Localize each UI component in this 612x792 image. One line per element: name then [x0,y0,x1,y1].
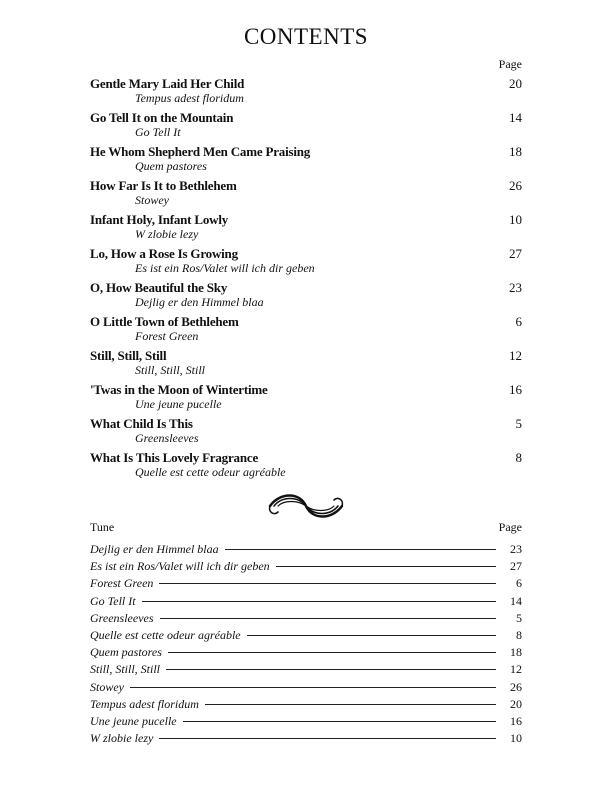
entry-page: 12 [509,348,522,363]
leader-line [276,566,496,567]
tune-index-row[interactable] [90,542,522,559]
entry-title: What Is This Lovely Fragrance [90,450,259,465]
contents-entry[interactable] [90,212,522,246]
tune-name: Stowey [90,679,124,694]
contents-entry[interactable] [90,314,522,348]
tune-index-row[interactable] [90,697,522,714]
entry-tune: Forest Green [135,329,199,343]
tune-index-list [90,542,522,748]
entry-title: Still, Still, Still [90,348,167,363]
entry-tune: Go Tell It [135,125,181,139]
tune-index-row[interactable] [90,594,522,611]
tune-page: 6 [516,576,522,591]
entry-title: How Far Is It to Bethlehem [90,178,237,193]
contents-entry[interactable] [90,348,522,382]
page-title: CONTENTS [243,24,369,49]
tune-index-row[interactable] [90,576,522,593]
tune-name: Dejlig er den Himmel blaa [90,542,219,556]
leader-line [247,635,496,636]
tune-name: Une jeune pucelle [90,713,177,728]
leader-line [166,669,496,670]
tune-name: Quem pastores [90,645,162,660]
tune-index-row[interactable] [90,611,522,628]
tune-index-row[interactable] [90,680,522,697]
tune-index-row[interactable] [90,559,522,576]
entry-title: He Whom Shepherd Men Came Praising [90,144,311,159]
tune-index-row[interactable] [90,731,522,748]
entry-title: What Child Is This [90,416,193,431]
entry-tune: Stowey [135,193,169,207]
leader-line [159,583,496,584]
tune-page: 5 [516,610,522,625]
entry-tune: Still, Still, Still [135,363,206,377]
entry-tune: Greensleeves [135,431,199,445]
tune-index-row[interactable] [90,714,522,731]
tune-page: 14 [510,593,522,608]
tune-page: 20 [510,696,522,711]
tune-page-column-heading: Page [498,520,522,534]
contents-entry[interactable] [90,178,522,212]
tune-name: Still, Still, Still [90,662,161,677]
entry-page: 8 [515,450,522,465]
contents-entry[interactable] [90,382,522,416]
leader-line [168,652,496,653]
entry-page: 6 [515,314,522,329]
contents-list [90,76,522,484]
entry-title: O Little Town of Bethlehem [90,314,239,329]
leader-line [159,738,496,739]
scroll-flourish-icon [264,488,348,524]
entry-title: Infant Holy, Infant Lowly [90,212,229,227]
tune-name: Greensleeves [90,610,154,625]
leader-line [183,721,496,722]
tune-name: Tempus adest floridum [90,696,199,711]
contents-entry[interactable] [90,144,522,178]
leader-line [142,601,496,602]
entry-title: 'Twas in the Moon of Wintertime [90,382,268,397]
entry-tune: Tempus adest floridum [135,91,244,105]
tune-page: 16 [510,713,522,728]
tune-page: 27 [510,559,522,574]
entry-tune: Es ist ein Ros/Valet will ich dir geben [135,261,315,275]
entry-page: 27 [509,246,522,261]
tune-page: 10 [510,731,522,746]
tune-name: Go Tell It [90,593,136,608]
tune-name: Es ist ein Ros/Valet will ich dir geben [90,559,270,574]
leader-line [160,618,496,619]
tune-name: W zlobie lezy [90,731,154,746]
contents-entry[interactable] [90,246,522,280]
leader-line [205,704,496,705]
entry-tune: Quelle est cette odeur agréable [135,465,286,479]
contents-entry[interactable] [90,416,522,450]
entry-title: Lo, How a Rose Is Growing [90,246,238,261]
entry-page: 14 [509,110,522,125]
contents-entry[interactable] [90,110,522,144]
entry-page: 10 [509,212,522,227]
entry-tune: Dejlig er den Himmel blaa [135,295,264,309]
tune-page: 26 [510,679,522,694]
tune-page: 18 [510,645,522,660]
entry-tune: Quem pastores [135,159,207,173]
tune-index-row[interactable] [90,645,522,662]
entry-title: Gentle Mary Laid Her Child [90,76,245,91]
entry-tune: Une jeune pucelle [135,397,222,411]
tune-index-row[interactable] [90,628,522,645]
entry-page: 23 [509,280,522,295]
entry-tune: W zlobie lezy [135,227,199,241]
tune-page: 8 [516,627,522,642]
tune-page: 12 [510,662,522,677]
tune-column-heading: Tune [90,520,115,534]
tune-name: Quelle est cette odeur agréable [90,627,241,642]
entry-page: 5 [515,416,522,431]
contents-entry[interactable] [90,76,522,110]
contents-entry[interactable] [90,450,522,484]
page-column-heading: Page [498,57,522,71]
tune-name: Forest Green [90,576,154,591]
entry-page: 18 [509,144,522,159]
entry-title: Go Tell It on the Mountain [90,110,234,125]
entry-page: 20 [509,76,522,91]
leader-line [130,687,496,688]
entry-page: 26 [509,178,522,193]
entry-title: O, How Beautiful the Sky [90,280,228,295]
leader-line [225,549,496,550]
tune-index-row[interactable] [90,662,522,679]
contents-entry[interactable] [90,280,522,314]
tune-page: 23 [510,542,522,556]
entry-page: 16 [509,382,522,397]
